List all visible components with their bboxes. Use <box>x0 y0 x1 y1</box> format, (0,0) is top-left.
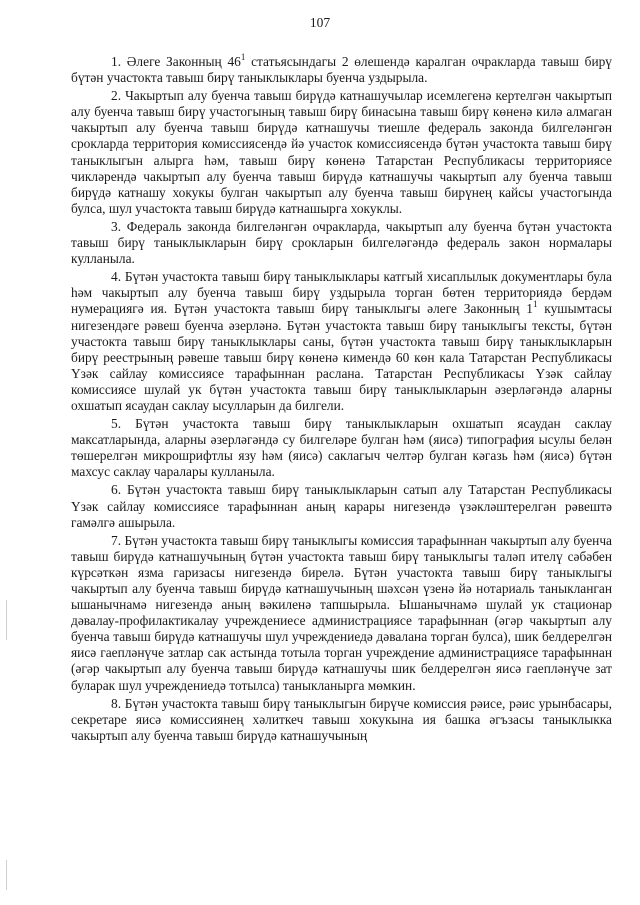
paragraph-text: 6. Бүтән участокта тавыш бирү таныклыкларын сатып алу Татарстан Республикасы Үзәк сайлау комиссиясе тарафыннан аның карары нигезендә үзәкләштерелгән рәвештә гамәлгә ашырыла. <box>71 482 612 530</box>
paragraph-text: 3. Федераль законда билгеләнгән очракларда, чакыртып алу буенча бүтән участокта тавыш бирү таныклыкларын бирү срокларын билгеләгәндә федераль закон нормалары кулланыла. <box>71 218 612 267</box>
paragraph-6 <box>71 482 612 530</box>
paragraph-4 <box>71 269 612 414</box>
paragraph-text: 5. Бүтән участокта тавыш бирү таныклыкларын охшатып ясаудан саклау максатларында, аларны әзерләгәндә су билгеләре булган һәм (яисә) типография ысулы белән төшерелгән микрошрифтлы язу һәм (яисә) саклагыч челтәр булган кәгазь һәм (яисә) бүтән махсус саклау чаралары кулланыла. <box>71 416 612 480</box>
scan-edge-mark <box>6 600 7 640</box>
paragraph-text: статьясындагы 2 өлешендә каралган очракларда тавыш бирү бүтән участокта тавыш бирү таныклыклары буенча уздырыла. <box>71 54 613 86</box>
paragraph-7 <box>71 533 612 694</box>
paragraph-8 <box>71 696 612 744</box>
page-number: 107 <box>309 15 331 30</box>
paragraph-text: кушымтасы нигезендәге рәвеш буенча әзерләнә. Бүтән участокта тавыш бирү таныклыгы тексты, бүтән участокта тавыш бирү таныклыклары саны, бүтән участокта тавыш бирү таныклыкларын бирү реестрының рәвеше тавыш бирү көненә кимендә 60 көн кала Татарстан Республикасы Үзәк сайлау комиссиясе тарафыннан раслана. Татарстан Республикасы Үзәк сайлау комиссиясе шулай ук бүтән участокта тавыш бирү таныклыкларын әзерләгәндә аларны охшатып ясаудан саклау ысулларын да билгели. <box>71 301 612 413</box>
paragraph-text: 1. Әлеге Законның 46 <box>111 54 241 69</box>
paragraph-text: 4. Бүтән участокта тавыш бирү таныклыклары катгый хисаплылык документлары була һәм чакыртып алу буенча тавыш бирү уздырыла торган бөтен территориядә бердәм нумерациягә ия. Бүтән участокта тавыш бирү таныклыгы әлеге Законның 1 <box>71 269 612 317</box>
superscript: 1 <box>532 299 538 310</box>
paragraph-1 <box>71 54 612 86</box>
paragraph-text: 7. Бүтән участокта тавыш бирү таныклыгы комиссия тарафыннан чакыртып алу буенча тавыш бирүдә катнашучының бүтән участокта тавыш бирү таныклыгы таләп ителү сәбәбен күрсәткән язма гаризасы нигезендә бирелә. Бүтән участокта тавыш бирү таныклыгы чакыртып алу буенча тавыш бирүдә катнашучының шәхсән үзенә йә нотариаль таныкланган ышанычнамә нигезендә аның вәкиленә тапшырыла. Ышанычнамә шулай ук стационар дәвалау-профилактикалау учреждениесе администрациясе тарафыннан (әгәр чакыртып алу буенча тавыш бирүдә катнашучы шул учреждениедә дәвалана торган булса), шик белдерелгән яисә гаепләнүче затлар сак астында тотыла торган учреждение администрациясе тарафыннан (әгәр чакыртып алу буенча тавыш бирүдә катнашучы шик белдерелгән яисә гаепләнүче зат буларак шул учреждениедә тотылса) таныкланырга мөмкин. <box>71 532 612 693</box>
superscript: 1 <box>240 52 246 62</box>
body-text <box>71 54 612 744</box>
paragraph-5 <box>71 416 612 480</box>
paragraph-text: 2. Чакыртып алу буенча тавыш бирүдә катнашучылар исемлегенә кертелгән чакыртып алу буенча тавыш бирү участогының тавыш бирү бинасына тавыш бирү көненә килә алмаган чакыртып алу буенча тавыш бирүдә катнашучы тиешле федераль законда билгеләнгән срокларда территория комиссиясендә йә участок комиссиясендә бүтән участокта тавыш бирү таныклыгын алырга һәм, тавыш бирү көненә Татарстан Республикасы территориясе чикләрендә чакыртып алу буенча тавыш бирүдә катнашучы чакыртып алу буенча тавыш бирүдә катнашу хокукы булган чакыртып алу буенча тавыш бирүнең кайсы участогында булса, шул участокта тавыш бирүдә катнашырга хокуклы. <box>71 88 612 216</box>
paragraph-text: 8. Бүтән участокта тавыш бирү таныклыгын бирүче комиссия рәисе, рәис урынбасары, секретаре яисә комиссиянең хәлиткеч тавыш хокукына ия башка әгъзасы таныклыкка чакыртып алу буенча тавыш бирүдә катнашучының <box>71 695 612 743</box>
scan-edge-mark <box>6 860 7 890</box>
paragraph-2 <box>71 88 612 217</box>
paragraph-3 <box>71 219 612 267</box>
